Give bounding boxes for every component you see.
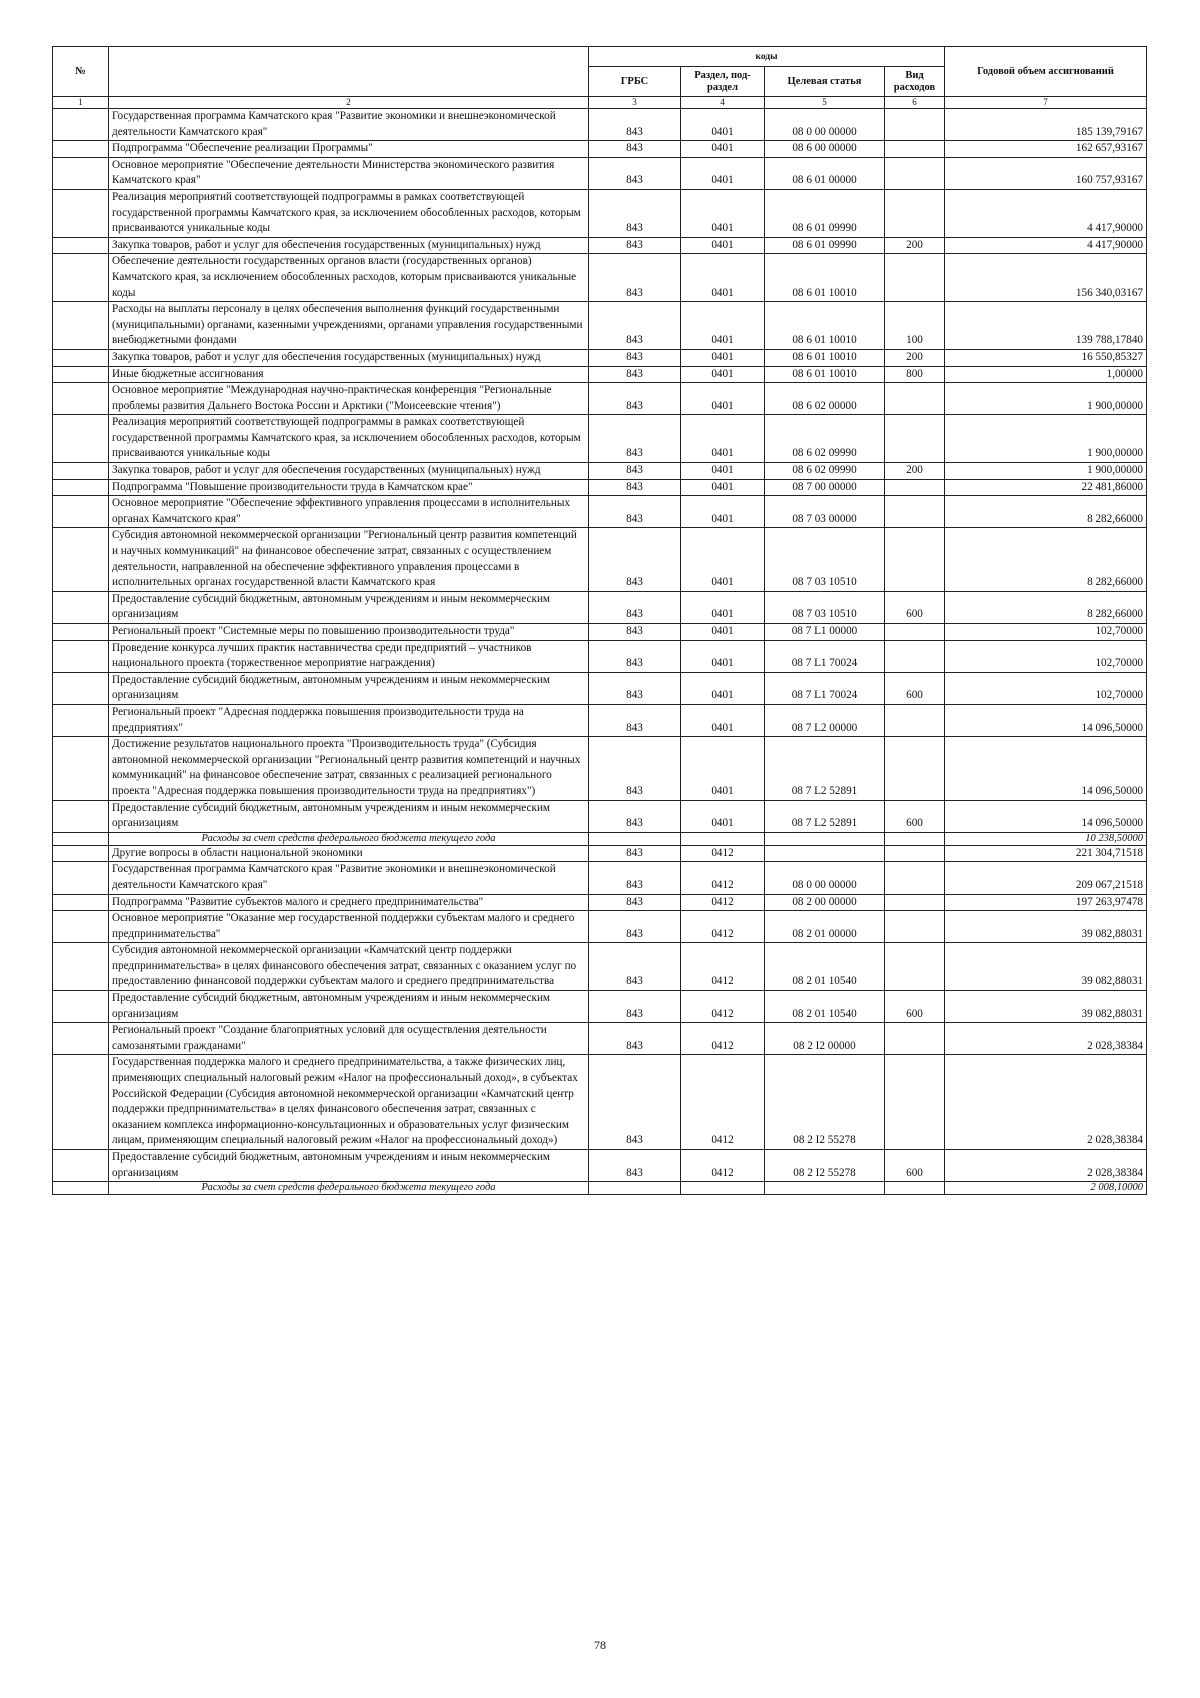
table-row bbox=[53, 845, 1147, 862]
target-cell: 08 2 I2 55278 bbox=[765, 1055, 885, 1150]
exp-type-cell bbox=[885, 640, 945, 672]
exp-type-cell: 600 bbox=[885, 672, 945, 704]
section-cell: 0412 bbox=[681, 911, 765, 943]
table-row bbox=[53, 528, 1147, 591]
target-cell: 08 7 03 10510 bbox=[765, 591, 885, 623]
target-cell: 08 7 L1 70024 bbox=[765, 640, 885, 672]
row-number-cell bbox=[53, 479, 109, 496]
index-cell: 1 bbox=[53, 97, 109, 109]
section-cell: 0401 bbox=[681, 528, 765, 591]
row-number-cell bbox=[53, 302, 109, 350]
table-row bbox=[53, 302, 1147, 350]
amount-cell: 102,70000 bbox=[945, 624, 1147, 641]
description-cell: Закупка товаров, работ и услуг для обеспечения государственных (муниципальных) нужд bbox=[109, 349, 589, 366]
row-number-cell bbox=[53, 800, 109, 832]
exp-type-cell: 600 bbox=[885, 991, 945, 1023]
target-cell: 08 6 01 10010 bbox=[765, 349, 885, 366]
target-cell: 08 6 01 10010 bbox=[765, 366, 885, 383]
exp-type-cell bbox=[885, 1182, 945, 1195]
target-cell: 08 6 02 09990 bbox=[765, 415, 885, 463]
amount-cell: 102,70000 bbox=[945, 640, 1147, 672]
row-number-cell bbox=[53, 704, 109, 736]
budget-table bbox=[52, 46, 1147, 1195]
section-cell: 0401 bbox=[681, 672, 765, 704]
section-cell: 0401 bbox=[681, 254, 765, 302]
row-number-cell bbox=[53, 189, 109, 237]
grbs-cell: 843 bbox=[589, 415, 681, 463]
target-cell: 08 0 00 00000 bbox=[765, 862, 885, 894]
section-cell: 0401 bbox=[681, 189, 765, 237]
row-number-cell bbox=[53, 1023, 109, 1055]
grbs-cell: 843 bbox=[589, 157, 681, 189]
amount-cell: 4 417,90000 bbox=[945, 237, 1147, 254]
federal-budget-amount: 2 008,10000 bbox=[945, 1182, 1147, 1195]
description-cell: Подпрограмма "Развитие субъектов малого и среднего предпринимательства" bbox=[109, 894, 589, 911]
table-row bbox=[53, 862, 1147, 894]
table-row bbox=[53, 109, 1147, 141]
page-number: 78 bbox=[594, 1638, 606, 1652]
row-number-cell bbox=[53, 894, 109, 911]
grbs-cell: 843 bbox=[589, 496, 681, 528]
description-cell: Государственная поддержка малого и среднего предпринимательства, а также физических лиц, применяющих специальный налоговый режим «Налог на профессиональный доход», в субъектах Российской Федерации (Субсидия автономной некоммерческой организации «Камчатский центр поддержки предпринимательства» в целях финансового обеспечения затрат, связанных с оказанием комплекса информационно-консультационных и образовательных услуг физическим лицам, применяющим специальный налоговый режим «Налог на профессиональный доход») bbox=[109, 1055, 589, 1150]
amount-cell: 22 481,86000 bbox=[945, 479, 1147, 496]
exp-type-cell bbox=[885, 479, 945, 496]
target-cell: 08 6 01 09990 bbox=[765, 237, 885, 254]
row-number-cell bbox=[53, 366, 109, 383]
section-cell: 0401 bbox=[681, 624, 765, 641]
exp-type-cell: 200 bbox=[885, 349, 945, 366]
amount-cell: 2 028,38384 bbox=[945, 1023, 1147, 1055]
row-number-cell bbox=[53, 943, 109, 991]
section-cell: 0401 bbox=[681, 463, 765, 480]
row-number-cell bbox=[53, 624, 109, 641]
description-cell: Предоставление субсидий бюджетным, автономным учреждениям и иным некоммерческим организациям bbox=[109, 591, 589, 623]
amount-cell: 8 282,66000 bbox=[945, 528, 1147, 591]
exp-type-cell bbox=[885, 415, 945, 463]
row-number-cell bbox=[53, 237, 109, 254]
federal-budget-row bbox=[53, 1182, 1147, 1195]
description-cell: Государственная программа Камчатского края "Развитие экономики и внешнеэкономической деятельности Камчатского края" bbox=[109, 862, 589, 894]
description-cell: Подпрограмма "Повышение производительности труда в Камчатском крае" bbox=[109, 479, 589, 496]
description-cell: Обеспечение деятельности государственных органов власти (государственных органов) Камчатского края, за исключением обособленных расходов, которым присваиваются уникальные коды bbox=[109, 254, 589, 302]
target-cell: 08 2 I2 00000 bbox=[765, 1023, 885, 1055]
amount-cell: 156 340,03167 bbox=[945, 254, 1147, 302]
table-row bbox=[53, 496, 1147, 528]
grbs-cell: 843 bbox=[589, 366, 681, 383]
table-row bbox=[53, 479, 1147, 496]
exp-type-cell bbox=[885, 624, 945, 641]
amount-cell: 1 900,00000 bbox=[945, 383, 1147, 415]
section-cell: 0401 bbox=[681, 496, 765, 528]
budget-table-sheet bbox=[52, 46, 1146, 1195]
header-section: Раздел, под-раздел bbox=[681, 67, 765, 97]
amount-cell: 162 657,93167 bbox=[945, 141, 1147, 158]
exp-type-cell bbox=[885, 704, 945, 736]
description-cell: Другие вопросы в области национальной экономики bbox=[109, 845, 589, 862]
grbs-cell: 843 bbox=[589, 862, 681, 894]
table-row bbox=[53, 383, 1147, 415]
exp-type-cell: 600 bbox=[885, 591, 945, 623]
description-cell: Предоставление субсидий бюджетным, автономным учреждениям и иным некоммерческим организациям bbox=[109, 672, 589, 704]
row-number-cell bbox=[53, 157, 109, 189]
exp-type-cell bbox=[885, 845, 945, 862]
table-row bbox=[53, 254, 1147, 302]
section-cell: 0401 bbox=[681, 109, 765, 141]
grbs-cell: 843 bbox=[589, 800, 681, 832]
section-cell: 0401 bbox=[681, 800, 765, 832]
row-number-cell bbox=[53, 991, 109, 1023]
table-row bbox=[53, 349, 1147, 366]
description-cell: Предоставление субсидий бюджетным, автономным учреждениям и иным некоммерческим организациям bbox=[109, 991, 589, 1023]
exp-type-cell: 200 bbox=[885, 237, 945, 254]
section-cell: 0401 bbox=[681, 302, 765, 350]
exp-type-cell: 800 bbox=[885, 366, 945, 383]
grbs-cell: 843 bbox=[589, 237, 681, 254]
grbs-cell: 843 bbox=[589, 704, 681, 736]
target-cell: 08 2 01 10540 bbox=[765, 943, 885, 991]
amount-cell: 4 417,90000 bbox=[945, 189, 1147, 237]
amount-cell: 160 757,93167 bbox=[945, 157, 1147, 189]
grbs-cell: 843 bbox=[589, 1023, 681, 1055]
exp-type-cell bbox=[885, 109, 945, 141]
exp-type-cell bbox=[885, 894, 945, 911]
section-cell: 0401 bbox=[681, 141, 765, 158]
section-cell: 0401 bbox=[681, 383, 765, 415]
section-cell: 0401 bbox=[681, 349, 765, 366]
amount-cell: 139 788,17840 bbox=[945, 302, 1147, 350]
description-cell: Основное мероприятие "Обеспечение эффективного управления процессами в исполнительных органах Камчатского края" bbox=[109, 496, 589, 528]
amount-cell: 14 096,50000 bbox=[945, 737, 1147, 800]
grbs-cell: 843 bbox=[589, 672, 681, 704]
description-cell: Закупка товаров, работ и услуг для обеспечения государственных (муниципальных) нужд bbox=[109, 463, 589, 480]
amount-cell: 197 263,97478 bbox=[945, 894, 1147, 911]
table-row bbox=[53, 157, 1147, 189]
grbs-cell: 843 bbox=[589, 189, 681, 237]
header-description bbox=[109, 47, 589, 97]
exp-type-cell bbox=[885, 862, 945, 894]
table-row bbox=[53, 991, 1147, 1023]
row-number-cell bbox=[53, 911, 109, 943]
exp-type-cell bbox=[885, 832, 945, 845]
table-row bbox=[53, 737, 1147, 800]
grbs-cell: 843 bbox=[589, 943, 681, 991]
description-cell: Предоставление субсидий бюджетным, автономным учреждениям и иным некоммерческим организациям bbox=[109, 1150, 589, 1182]
table-row bbox=[53, 189, 1147, 237]
section-cell: 0412 bbox=[681, 1055, 765, 1150]
exp-type-cell bbox=[885, 189, 945, 237]
grbs-cell: 843 bbox=[589, 302, 681, 350]
grbs-cell: 843 bbox=[589, 141, 681, 158]
section-cell: 0412 bbox=[681, 862, 765, 894]
description-cell: Государственная программа Камчатского края "Развитие экономики и внешнеэкономической деятельности Камчатского края" bbox=[109, 109, 589, 141]
description-cell: Подпрограмма "Обеспечение реализации Программы" bbox=[109, 141, 589, 158]
target-cell: 08 6 01 09990 bbox=[765, 189, 885, 237]
target-cell: 08 2 01 00000 bbox=[765, 911, 885, 943]
section-cell: 0401 bbox=[681, 591, 765, 623]
grbs-cell: 843 bbox=[589, 845, 681, 862]
amount-cell: 1 900,00000 bbox=[945, 415, 1147, 463]
section-cell: 0401 bbox=[681, 704, 765, 736]
table-row bbox=[53, 463, 1147, 480]
description-cell: Иные бюджетные ассигнования bbox=[109, 366, 589, 383]
target-cell bbox=[765, 845, 885, 862]
description-cell: Реализация мероприятий соответствующей подпрограммы в рамках соответствующей государственной программы Камчатского края, за исключением обособленных расходов, которым присваиваются уникальные коды bbox=[109, 415, 589, 463]
exp-type-cell bbox=[885, 1055, 945, 1150]
index-cell: 2 bbox=[109, 97, 589, 109]
description-cell: Предоставление субсидий бюджетным, автономным учреждениям и иным некоммерческим организациям bbox=[109, 800, 589, 832]
description-cell: Региональный проект "Создание благоприятных условий для осуществления деятельности самозанятыми гражданами" bbox=[109, 1023, 589, 1055]
row-number-cell bbox=[53, 862, 109, 894]
target-cell: 08 7 L2 52891 bbox=[765, 800, 885, 832]
row-number-cell bbox=[53, 254, 109, 302]
exp-type-cell: 600 bbox=[885, 800, 945, 832]
row-number-cell bbox=[53, 845, 109, 862]
amount-cell: 221 304,71518 bbox=[945, 845, 1147, 862]
target-cell: 08 2 00 00000 bbox=[765, 894, 885, 911]
index-cell: 4 bbox=[681, 97, 765, 109]
grbs-cell: 843 bbox=[589, 591, 681, 623]
federal-budget-row bbox=[53, 832, 1147, 845]
table-row bbox=[53, 672, 1147, 704]
header-no: № bbox=[53, 47, 109, 97]
table-row bbox=[53, 640, 1147, 672]
amount-cell: 39 082,88031 bbox=[945, 911, 1147, 943]
row-number-cell bbox=[53, 737, 109, 800]
exp-type-cell bbox=[885, 254, 945, 302]
target-cell: 08 7 L2 00000 bbox=[765, 704, 885, 736]
exp-type-cell bbox=[885, 943, 945, 991]
target-cell: 08 6 01 10010 bbox=[765, 302, 885, 350]
grbs-cell: 843 bbox=[589, 737, 681, 800]
header-codes: коды bbox=[589, 47, 945, 67]
target-cell: 08 7 03 10510 bbox=[765, 528, 885, 591]
grbs-cell: 843 bbox=[589, 349, 681, 366]
table-row bbox=[53, 591, 1147, 623]
grbs-cell bbox=[589, 832, 681, 845]
table-row bbox=[53, 1023, 1147, 1055]
federal-budget-label: Расходы за счет средств федерального бюджета текущего года bbox=[109, 1182, 589, 1195]
amount-cell: 2 028,38384 bbox=[945, 1055, 1147, 1150]
description-cell: Субсидия автономной некоммерческой организации «Камчатский центр поддержки предпринимательства» в целях финансового обеспечения затрат, связанных с оказанием услуг по предоставлению финансовой поддержки субъектам малого и среднего предпринимательства bbox=[109, 943, 589, 991]
grbs-cell bbox=[589, 1182, 681, 1195]
table-row bbox=[53, 624, 1147, 641]
row-number-cell bbox=[53, 415, 109, 463]
description-cell: Закупка товаров, работ и услуг для обеспечения государственных (муниципальных) нужд bbox=[109, 237, 589, 254]
exp-type-cell: 600 bbox=[885, 1150, 945, 1182]
description-cell: Основное мероприятие "Международная научно-практическая конференция "Региональные проблемы развития Дальнего Востока России и Арктики ("Моисеевские чтения") bbox=[109, 383, 589, 415]
target-cell: 08 6 01 10010 bbox=[765, 254, 885, 302]
table-row bbox=[53, 1150, 1147, 1182]
target-cell: 08 7 L1 00000 bbox=[765, 624, 885, 641]
row-number-cell bbox=[53, 1055, 109, 1150]
exp-type-cell bbox=[885, 911, 945, 943]
table-row bbox=[53, 911, 1147, 943]
header-exp-type: Вид расходов bbox=[885, 67, 945, 97]
table-row bbox=[53, 237, 1147, 254]
index-cell: 5 bbox=[765, 97, 885, 109]
description-cell: Проведение конкурса лучших практик наставничества среди предприятий – участников национального проекта (торжественное мероприятие награждения) bbox=[109, 640, 589, 672]
section-cell: 0401 bbox=[681, 157, 765, 189]
section-cell: 0401 bbox=[681, 237, 765, 254]
target-cell: 08 7 00 00000 bbox=[765, 479, 885, 496]
row-number-cell bbox=[53, 672, 109, 704]
section-cell: 0412 bbox=[681, 943, 765, 991]
grbs-cell: 843 bbox=[589, 1150, 681, 1182]
section-cell: 0401 bbox=[681, 366, 765, 383]
amount-cell: 1,00000 bbox=[945, 366, 1147, 383]
grbs-cell: 843 bbox=[589, 624, 681, 641]
section-cell: 0412 bbox=[681, 894, 765, 911]
table-body bbox=[53, 109, 1147, 1195]
table-row bbox=[53, 943, 1147, 991]
target-cell: 08 2 01 10540 bbox=[765, 991, 885, 1023]
grbs-cell: 843 bbox=[589, 254, 681, 302]
section-cell bbox=[681, 832, 765, 845]
federal-budget-amount: 10 238,50000 bbox=[945, 832, 1147, 845]
target-cell: 08 2 I2 55278 bbox=[765, 1150, 885, 1182]
table-row bbox=[53, 415, 1147, 463]
amount-cell: 209 067,21518 bbox=[945, 862, 1147, 894]
row-number-cell bbox=[53, 496, 109, 528]
exp-type-cell bbox=[885, 528, 945, 591]
amount-cell: 2 028,38384 bbox=[945, 1150, 1147, 1182]
amount-cell: 8 282,66000 bbox=[945, 496, 1147, 528]
section-cell: 0412 bbox=[681, 1023, 765, 1055]
amount-cell: 14 096,50000 bbox=[945, 800, 1147, 832]
description-cell: Расходы на выплаты персоналу в целях обеспечения выполнения функций государственными (муниципальными) органами, казенными учреждениями, органами управления государственными внебюджетными фондами bbox=[109, 302, 589, 350]
index-cell: 3 bbox=[589, 97, 681, 109]
grbs-cell: 843 bbox=[589, 528, 681, 591]
grbs-cell: 843 bbox=[589, 383, 681, 415]
row-number-cell bbox=[53, 1182, 109, 1195]
index-cell: 7 bbox=[945, 97, 1147, 109]
index-cell: 6 bbox=[885, 97, 945, 109]
description-cell: Региональный проект "Системные меры по повышению производительности труда" bbox=[109, 624, 589, 641]
table-row bbox=[53, 704, 1147, 736]
description-cell: Реализация мероприятий соответствующей подпрограммы в рамках соответствующей государственной программы Камчатского края, за исключением обособленных расходов, которым присваиваются уникальные коды bbox=[109, 189, 589, 237]
amount-cell: 102,70000 bbox=[945, 672, 1147, 704]
row-number-cell bbox=[53, 349, 109, 366]
description-cell: Основное мероприятие "Оказание мер государственной поддержки субъектам малого и среднего предпринимательства" bbox=[109, 911, 589, 943]
description-cell: Достижение результатов национального проекта "Производительность труда" (Субсидия автономной некоммерческой организации "Региональный центр развития компетенций и научных коммуникаций" на финансовое обеспечение затрат, связанных с реализацией регионального проекта "Адресная поддержка повышения производительности труда на предприятиях") bbox=[109, 737, 589, 800]
row-number-cell bbox=[53, 383, 109, 415]
section-cell: 0412 bbox=[681, 845, 765, 862]
table-row bbox=[53, 1055, 1147, 1150]
target-cell: 08 7 03 00000 bbox=[765, 496, 885, 528]
row-number-cell bbox=[53, 591, 109, 623]
header-target: Целевая статья bbox=[765, 67, 885, 97]
row-number-cell bbox=[53, 141, 109, 158]
target-cell: 08 6 00 00000 bbox=[765, 141, 885, 158]
table-row bbox=[53, 800, 1147, 832]
description-cell: Региональный проект "Адресная поддержка повышения производительности труда на предприятиях" bbox=[109, 704, 589, 736]
amount-cell: 39 082,88031 bbox=[945, 943, 1147, 991]
exp-type-cell bbox=[885, 141, 945, 158]
row-number-cell bbox=[53, 832, 109, 845]
amount-cell: 39 082,88031 bbox=[945, 991, 1147, 1023]
exp-type-cell bbox=[885, 496, 945, 528]
grbs-cell: 843 bbox=[589, 640, 681, 672]
row-number-cell bbox=[53, 109, 109, 141]
header-index-row bbox=[53, 97, 1147, 109]
grbs-cell: 843 bbox=[589, 463, 681, 480]
description-cell: Субсидия автономной некоммерческой организации "Региональный центр развития компетенций и научных коммуникаций" на финансовое обеспечение затрат, связанных с осуществлением деятельности, направленной на обеспечение эффективного управления процессами в исполнительных органах государственной власти Камчатского края bbox=[109, 528, 589, 591]
table-row bbox=[53, 366, 1147, 383]
grbs-cell: 843 bbox=[589, 894, 681, 911]
target-cell: 08 6 01 00000 bbox=[765, 157, 885, 189]
exp-type-cell bbox=[885, 157, 945, 189]
grbs-cell: 843 bbox=[589, 911, 681, 943]
target-cell: 08 7 L1 70024 bbox=[765, 672, 885, 704]
section-cell: 0401 bbox=[681, 640, 765, 672]
amount-cell: 1 900,00000 bbox=[945, 463, 1147, 480]
target-cell bbox=[765, 832, 885, 845]
target-cell: 08 6 02 00000 bbox=[765, 383, 885, 415]
section-cell: 0401 bbox=[681, 415, 765, 463]
grbs-cell: 843 bbox=[589, 109, 681, 141]
amount-cell: 16 550,85327 bbox=[945, 349, 1147, 366]
target-cell: 08 6 02 09990 bbox=[765, 463, 885, 480]
table-row bbox=[53, 141, 1147, 158]
row-number-cell bbox=[53, 640, 109, 672]
amount-cell: 8 282,66000 bbox=[945, 591, 1147, 623]
row-number-cell bbox=[53, 1150, 109, 1182]
section-cell: 0401 bbox=[681, 479, 765, 496]
grbs-cell: 843 bbox=[589, 479, 681, 496]
target-cell bbox=[765, 1182, 885, 1195]
target-cell: 08 0 00 00000 bbox=[765, 109, 885, 141]
table-row bbox=[53, 894, 1147, 911]
row-number-cell bbox=[53, 463, 109, 480]
section-cell: 0412 bbox=[681, 991, 765, 1023]
exp-type-cell bbox=[885, 1023, 945, 1055]
exp-type-cell: 100 bbox=[885, 302, 945, 350]
header-annual: Годовой объем ассигнований bbox=[945, 47, 1147, 97]
grbs-cell: 843 bbox=[589, 1055, 681, 1150]
description-cell: Основное мероприятие "Обеспечение деятельности Министерства экономического развития Камчатского края" bbox=[109, 157, 589, 189]
section-cell: 0412 bbox=[681, 1150, 765, 1182]
section-cell: 0401 bbox=[681, 737, 765, 800]
grbs-cell: 843 bbox=[589, 991, 681, 1023]
exp-type-cell: 200 bbox=[885, 463, 945, 480]
section-cell bbox=[681, 1182, 765, 1195]
header-grbs: ГРБС bbox=[589, 67, 681, 97]
exp-type-cell bbox=[885, 383, 945, 415]
row-number-cell bbox=[53, 528, 109, 591]
amount-cell: 185 139,79167 bbox=[945, 109, 1147, 141]
exp-type-cell bbox=[885, 737, 945, 800]
amount-cell: 14 096,50000 bbox=[945, 704, 1147, 736]
target-cell: 08 7 L2 52891 bbox=[765, 737, 885, 800]
federal-budget-label: Расходы за счет средств федерального бюджета текущего года bbox=[109, 832, 589, 845]
